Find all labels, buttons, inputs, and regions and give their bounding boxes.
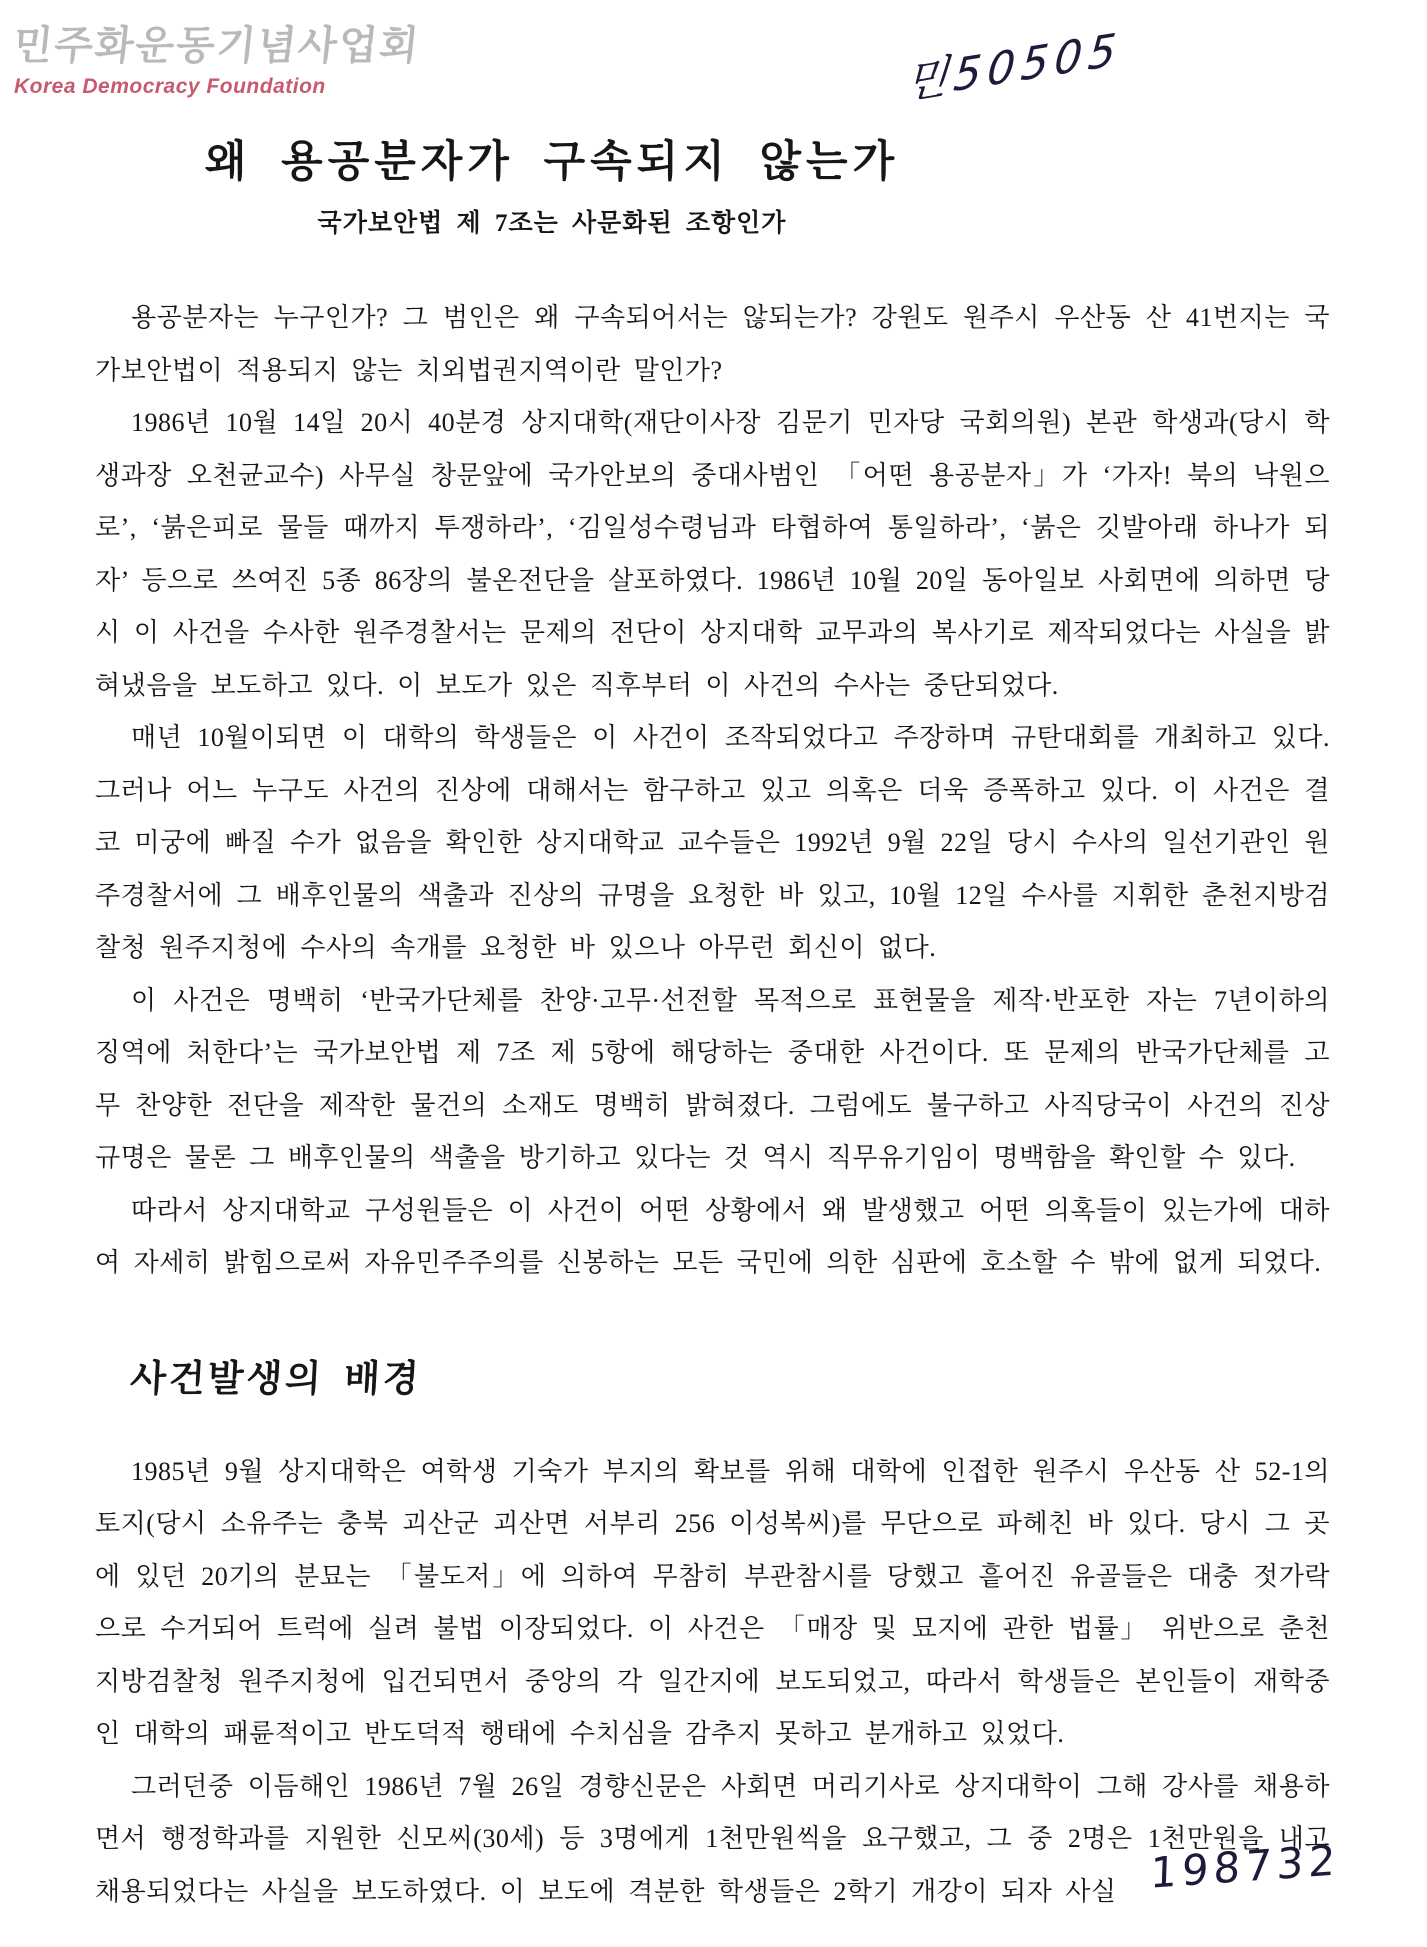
foundation-logo (11, 14, 423, 99)
document-subtitle: 국가보안법 제 7조는 사문화된 조항인가 (317, 210, 787, 237)
section-paragraph-1: 1985년 9월 상지대학은 여학생 기숙가 부지의 확보를 위해 대학에 인접한 원주시 우산동 산 52-1의 토지(당시 소유주는 충북 괴산군 괴산면 서부리 256 이성복씨)를 무단으로 파헤친 바 있다. 당시 그 곳에 있던 20기의 분묘는 「불도저」에 의하여 무참히 부관참시를 당했고 흩어진 유골들은 대충 젓가락으로 수거되어 트럭에 실려 불법 이장되었다. 이 사건은 「매장 및 묘지에 관한 법률」 위반으로 춘천지방검찰청 원주지청에 입건되면서 중앙의 각 일간지에 보도되었고, 따라서 학생들은 본인들이 재학중인 대학의 패륜적이고 반도덕적 행태에 수치심을 감추지 못하고 분개하고 있었다. (95, 1456, 1330, 1748)
body-paragraph-4: 이 사건은 명백히 ‘반국가단체를 찬양·고무·선전할 목적으로 표현물을 제작·반포한 자는 7년이하의 징역에 처한다’는 국가보안법 제 7조 제 5항에 해당하는 중대한 사건이다. 또 문제의 반국가단체를 고무 찬양한 전단을 제작한 물건의 소재도 명백히 밝혀졌다. 그럼에도 불구하고 사직당국이 사건의 진상규명은 물론 그 배후인물의 색출을 방기하고 있다는 것 역시 직무유기임이 명백함을 확인할 수 있다. (95, 985, 1330, 1172)
body-paragraph-3: 매년 10월이되면 이 대학의 학생들은 이 사건이 조작되었다고 주장하며 규탄대회를 개최하고 있다. 그러나 어느 누구도 사건의 진상에 대해서는 함구하고 있고 의혹은 더욱 증폭하고 있다. 이 사건은 결코 미궁에 빠질 수가 없음을 확인한 상지대학교 교수들은 1992년 9월 22일 당시 수사의 일선기관인 원주경찰서에 그 배후인물의 색출과 진상의 규명을 요청한 바 있고, 10월 12일 수사를 지휘한 춘천지방검찰청 원주지청에 수사의 속개를 요청한 바 있으나 아무런 회신이 없다. (95, 723, 1330, 962)
body-paragraph-5: 따라서 상지대학교 구성원들은 이 사건이 어떤 상황에서 왜 발생했고 어떤 의혹들이 있는가에 대하여 자세히 밝힘으로써 자유민주주의를 신봉하는 모든 국민에 의한 심판에 호소할 수 밖에 없게 되었다. (95, 1195, 1330, 1277)
logo-korean-text: 민주화운동기념사업회 (11, 23, 423, 68)
document-title: 왜 용공분자가 구속되지 않는가 (204, 139, 900, 186)
section-paragraph-2: 그러던중 이듬해인 1986년 7월 26일 경향신문은 사회면 머리기사로 상지대학이 그해 강사를 채용하면서 행정학과를 지원한 신모씨(30세) 등 3명에게 1천만원씩을 요구했고, 그 중 2명은 1천만원을 내고 채용되었다는 사실을 보도하였다. 이 보도에 격분한 학생들은 2학기 개강이 되자 사실 (95, 1771, 1330, 1906)
body-paragraph-2: 1986년 10월 14일 20시 40분경 상지대학(재단이사장 김문기 민자당 국회의원) 본관 학생과(당시 학생과장 오천균교수) 사무실 창문앞에 국가안보의 중대사범인 「어떤 용공분자」가 ‘가자! 북의 낙원으로’, ‘붉은피로 물들 때까지 투쟁하라’, ‘김일성수령님과 타협하여 통일하라’, ‘붉은 깃발아래 하나가 되자’ 등으로 쓰여진 5종 86장의 불온전단을 살포하였다. 1986년 10월 20일 동아일보 사회면에 의하면 당시 이 사건을 수사한 원주경찰서는 문제의 전단이 상지대학 교무과의 복사기로 제작되었다는 사실을 밝혀냈음을 보도하고 있다. 이 보도가 있은 직후부터 이 사건의 수사는 중단되었다. (95, 408, 1330, 700)
body-paragraph-1: 용공분자는 누구인가? 그 범인은 왜 구속되어서는 않되는가? 강원도 원주시 우산동 산 41번지는 국가보안법이 적용되지 않는 치외법권지역이란 말인가? (95, 303, 1330, 385)
document-body (95, 292, 1330, 1918)
title-block (0, 128, 1104, 239)
handwritten-registry-code: 민50505 (903, 23, 1125, 110)
handwritten-page-number: 198732 (1149, 1835, 1341, 1898)
logo-english-text: Korea Democracy Foundation (14, 75, 326, 98)
section-heading-background: 사건발생의 배경 (129, 1358, 423, 1400)
